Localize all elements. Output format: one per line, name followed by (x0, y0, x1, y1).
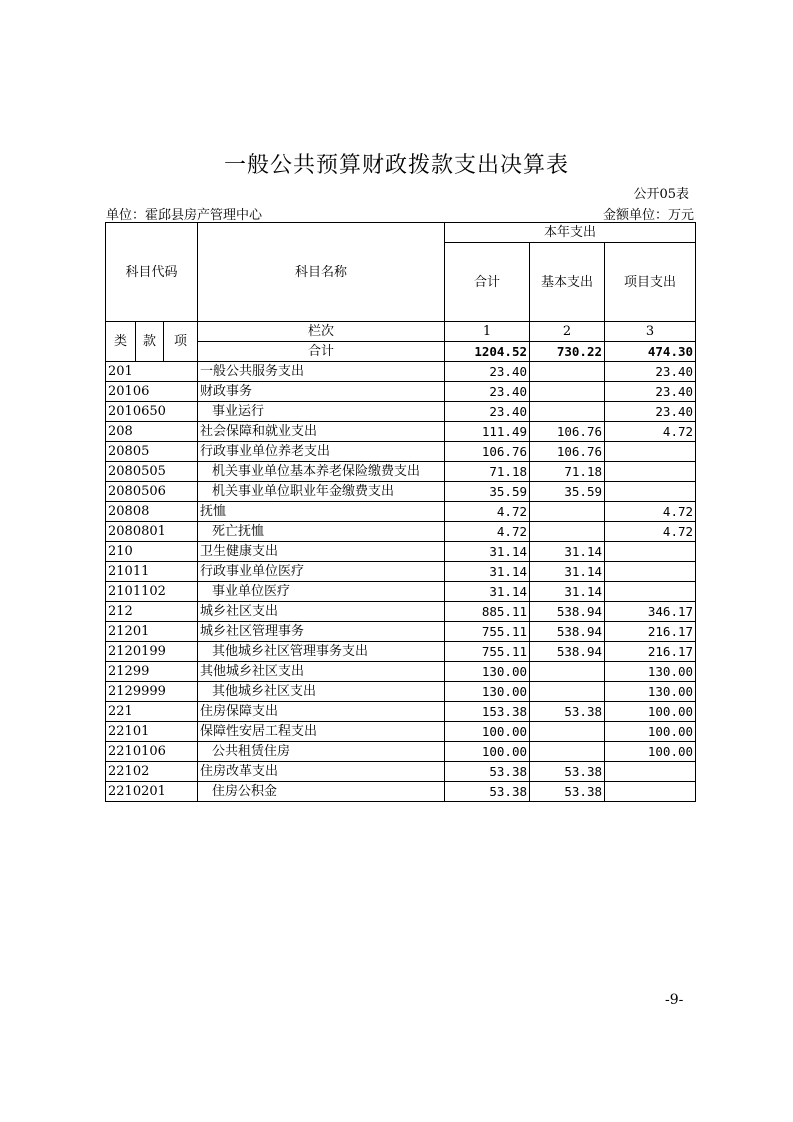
header-basic: 基本支出 (530, 243, 605, 322)
row-name: 其他城乡社区支出 (198, 682, 445, 702)
row-project (605, 782, 696, 802)
row-name: 机关事业单位基本养老保险缴费支出 (198, 462, 445, 482)
row-total: 100.00 (445, 722, 530, 742)
document-title: 一般公共预算财政拨款支出决算表 (223, 153, 569, 178)
table-row (106, 542, 696, 562)
row-code: 2101102 (106, 582, 198, 602)
row-name: 死亡抚恤 (198, 522, 445, 542)
row-project: 4.72 (605, 422, 696, 442)
row-project (605, 482, 696, 502)
table-row (106, 502, 696, 522)
row-total: 4.72 (445, 522, 530, 542)
row-code: 22101 (106, 722, 198, 742)
row-project: 100.00 (605, 702, 696, 722)
row-basic: 71.18 (530, 462, 605, 482)
table-row (106, 562, 696, 582)
header-total: 合计 (445, 243, 530, 322)
row-total: 130.00 (445, 682, 530, 702)
row-total: 23.40 (445, 402, 530, 422)
row-project (605, 542, 696, 562)
row-code: 20805 (106, 442, 198, 462)
row-name: 行政事业单位医疗 (198, 562, 445, 582)
row-total: 885.11 (445, 602, 530, 622)
unit-label: 单位：霍邱县房产管理中心 (106, 208, 263, 223)
row-code: 2080506 (106, 482, 198, 502)
header-xiang: 项 (164, 322, 198, 362)
row-basic: 31.14 (530, 562, 605, 582)
row-code: 2080801 (106, 522, 198, 542)
row-project: 4.72 (605, 522, 696, 542)
row-total: 23.40 (445, 382, 530, 402)
expenditure-table (105, 222, 696, 802)
table-row (106, 382, 696, 402)
form-number: 公开05表 (633, 187, 689, 202)
table-row (106, 422, 696, 442)
row-code: 21011 (106, 562, 198, 582)
table-row (106, 462, 696, 482)
row-code: 2210201 (106, 782, 198, 802)
row-name: 卫生健康支出 (198, 542, 445, 562)
row-basic: 53.38 (530, 762, 605, 782)
row-total: 106.76 (445, 442, 530, 462)
header-code: 科目代码 (106, 223, 198, 322)
row-project: 4.72 (605, 502, 696, 522)
row-project (605, 562, 696, 582)
row-project (605, 582, 696, 602)
row-project: 346.17 (605, 602, 696, 622)
row-project (605, 762, 696, 782)
table-row (106, 702, 696, 722)
table-row (106, 482, 696, 502)
table-row (106, 782, 696, 802)
row-name: 抚恤 (198, 502, 445, 522)
row-code: 201 (106, 362, 198, 382)
row-name: 事业运行 (198, 402, 445, 422)
table-row (106, 442, 696, 462)
row-project: 130.00 (605, 682, 696, 702)
table-row (106, 642, 696, 662)
row-total: 153.38 (445, 702, 530, 722)
row-total: 31.14 (445, 582, 530, 602)
row-basic (530, 722, 605, 742)
sum-label: 合计 (198, 342, 445, 362)
row-project: 216.17 (605, 642, 696, 662)
row-project (605, 462, 696, 482)
row-code: 20808 (106, 502, 198, 522)
row-total: 111.49 (445, 422, 530, 442)
row-total: 31.14 (445, 562, 530, 582)
table-row (106, 762, 696, 782)
row-basic (530, 382, 605, 402)
header-name: 科目名称 (198, 223, 445, 322)
row-code: 20106 (106, 382, 198, 402)
row-code: 221 (106, 702, 198, 722)
row-code: 212 (106, 602, 198, 622)
column-2: 2 (530, 322, 605, 342)
row-project: 100.00 (605, 742, 696, 762)
row-basic (530, 502, 605, 522)
row-basic (530, 362, 605, 382)
sum-total: 1204.52 (445, 342, 530, 362)
row-project: 23.40 (605, 382, 696, 402)
row-basic: 538.94 (530, 622, 605, 642)
row-code: 21299 (106, 662, 198, 682)
row-name: 保障性安居工程支出 (198, 722, 445, 742)
row-name: 行政事业单位养老支出 (198, 442, 445, 462)
row-basic (530, 402, 605, 422)
row-total: 35.59 (445, 482, 530, 502)
row-name: 住房改革支出 (198, 762, 445, 782)
sum-basic: 730.22 (530, 342, 605, 362)
row-basic: 31.14 (530, 582, 605, 602)
row-name: 住房保障支出 (198, 702, 445, 722)
table-row (106, 722, 696, 742)
page-number: -9- (665, 992, 684, 1008)
row-code: 210 (106, 542, 198, 562)
row-basic: 53.38 (530, 702, 605, 722)
row-basic (530, 742, 605, 762)
table-row (106, 602, 696, 622)
header-project: 项目支出 (605, 243, 696, 322)
row-total: 53.38 (445, 762, 530, 782)
row-project: 23.40 (605, 362, 696, 382)
row-name: 城乡社区支出 (198, 602, 445, 622)
header-lei: 类 (106, 322, 136, 362)
row-basic (530, 522, 605, 542)
table-row (106, 522, 696, 542)
amount-unit-label: 金额单位：万元 (602, 208, 694, 223)
row-basic: 538.94 (530, 642, 605, 662)
sum-project: 474.30 (605, 342, 696, 362)
row-basic (530, 682, 605, 702)
row-basic: 31.14 (530, 542, 605, 562)
row-name: 住房公积金 (198, 782, 445, 802)
header-this-year: 本年支出 (445, 223, 696, 243)
row-total: 23.40 (445, 362, 530, 382)
row-code: 2010650 (106, 402, 198, 422)
row-total: 130.00 (445, 662, 530, 682)
column-3: 3 (605, 322, 696, 342)
table-row (106, 362, 696, 382)
row-total: 755.11 (445, 622, 530, 642)
row-basic: 106.76 (530, 442, 605, 462)
column-1: 1 (445, 322, 530, 342)
row-code: 2129999 (106, 682, 198, 702)
row-project: 216.17 (605, 622, 696, 642)
row-name: 财政事务 (198, 382, 445, 402)
row-total: 755.11 (445, 642, 530, 662)
row-name: 事业单位医疗 (198, 582, 445, 602)
row-name: 公共租赁住房 (198, 742, 445, 762)
row-basic: 538.94 (530, 602, 605, 622)
row-name: 机关事业单位职业年金缴费支出 (198, 482, 445, 502)
row-project: 100.00 (605, 722, 696, 742)
table-row (106, 662, 696, 682)
row-total: 53.38 (445, 782, 530, 802)
header-kuan: 款 (136, 322, 164, 362)
row-basic: 35.59 (530, 482, 605, 502)
row-code: 22102 (106, 762, 198, 782)
table-row (106, 682, 696, 702)
row-name: 城乡社区管理事务 (198, 622, 445, 642)
row-basic: 53.38 (530, 782, 605, 802)
row-project: 23.40 (605, 402, 696, 422)
table-row (106, 582, 696, 602)
row-basic (530, 662, 605, 682)
row-total: 71.18 (445, 462, 530, 482)
row-code: 208 (106, 422, 198, 442)
row-total: 31.14 (445, 542, 530, 562)
row-code: 2120199 (106, 642, 198, 662)
column-label: 栏次 (198, 322, 445, 342)
row-name: 社会保障和就业支出 (198, 422, 445, 442)
row-total: 100.00 (445, 742, 530, 762)
row-basic: 106.76 (530, 422, 605, 442)
row-total: 4.72 (445, 502, 530, 522)
row-project (605, 442, 696, 462)
row-code: 2210106 (106, 742, 198, 762)
row-name: 其他城乡社区支出 (198, 662, 445, 682)
row-name: 其他城乡社区管理事务支出 (198, 642, 445, 662)
row-project: 130.00 (605, 662, 696, 682)
row-code: 21201 (106, 622, 198, 642)
table-row (106, 622, 696, 642)
row-name: 一般公共服务支出 (198, 362, 445, 382)
table-row (106, 742, 696, 762)
table-row (106, 402, 696, 422)
row-code: 2080505 (106, 462, 198, 482)
